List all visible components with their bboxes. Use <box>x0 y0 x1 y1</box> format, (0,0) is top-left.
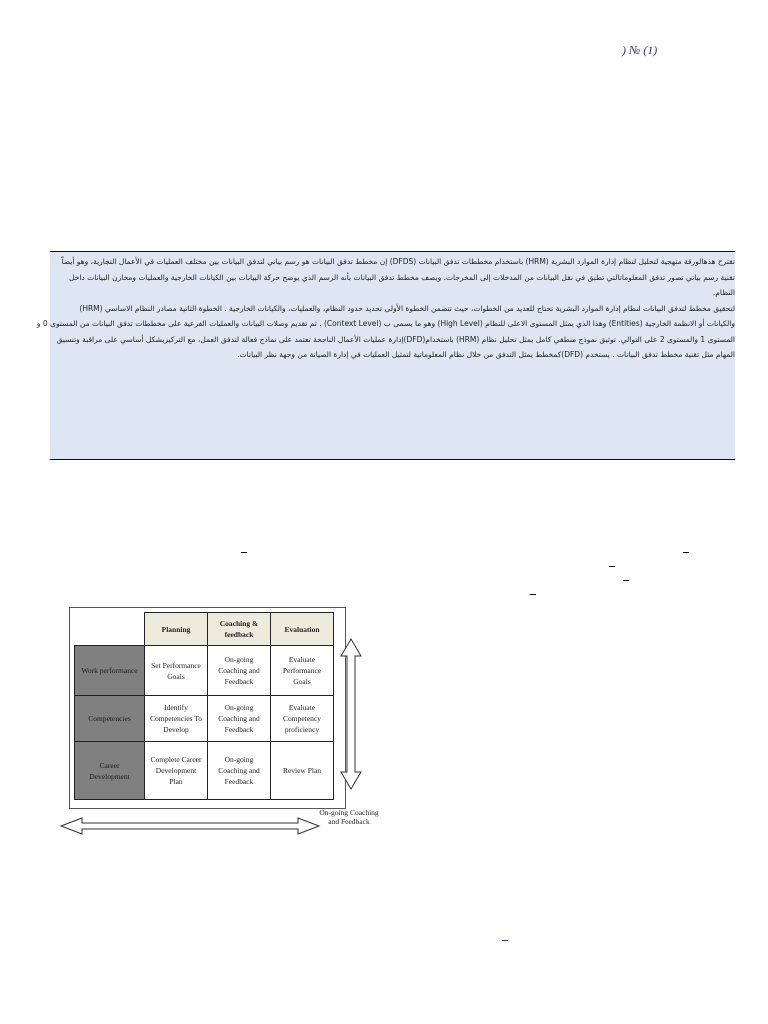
separator-dash <box>683 552 689 553</box>
abstract-line: لتحقيق مخطط لتدفق البيانات لنظام إدارة الموارد البشرية تحتاج للعديد من الخطوات، حيث تتضمن الخطوة الأولى تحديد حدود النظام، والعمليات، والكيانات الخارجية . الخطوة الثانية مصادر النظام الاساسي (HRM) <box>79 303 735 313</box>
performance-matrix-figure <box>69 607 346 809</box>
matrix-cell: Set Performance Goals <box>145 646 208 696</box>
matrix-corner <box>75 613 145 646</box>
matrix-cell: On-going Coaching and Feedback <box>208 696 271 742</box>
abstract-box <box>36 251 735 460</box>
matrix-cell: On-going Coaching and Feedback <box>208 742 271 800</box>
column-header-coaching: Coaching & feedback <box>208 613 271 646</box>
column-header-evaluation: Evaluation <box>271 613 334 646</box>
separator-dash <box>530 594 536 595</box>
row-header-work-performance: Work performance <box>75 646 145 696</box>
matrix-cell: Review Plan <box>271 742 334 800</box>
abstract-line: تقنية رسم بياني تصور تدفق المعلوماتالتي تطبق في نقل البيانات من المدخلات إلى المخرجات. ويصف مخطط تدفق البيانات بأنه الرسم الذي يوضح حركة البيانات بين الكيانات الخارجية والعمليات ومخازن البيانات داخل <box>69 272 735 282</box>
matrix-cell: Evaluate Competency proficiency <box>271 696 334 742</box>
matrix-cell: On-going Coaching and Feedback <box>208 646 271 696</box>
matrix-cell: Identify Competencies To Develop <box>145 696 208 742</box>
abstract-line: المهام مثل تقنية مخطط تدفق البيانات . يستخدم (DFD)كمخطط يمثل التدفق من خلال نظام المعلوماتية لتمثيل العمليات في إدارة الصيانة من وجهة نظر البيانات. <box>237 350 735 359</box>
separator-dash <box>502 940 508 941</box>
abstract-text <box>35 254 735 363</box>
issue-reference: ) № (1) <box>622 43 658 57</box>
abstract-line: المستوى 1 والمستوى 2 على التوالي. توثيق نموذج منطقي كامل يمثل تحليل نظام (HRM) باستخدام(DFD)إدارة عمليات الأعمال الناجحة تعتمد على نماذج فعالة لتدفق العمل، مع التركيزبشكل أساسي على مراقبة وتنسيق <box>56 334 735 344</box>
horizontal-double-arrow-icon <box>60 817 320 835</box>
vertical-double-arrow-icon <box>340 638 362 790</box>
abstract-line: تقترح هذهالورقة منهجية لتحليل لنظام إدارة الموارد البشرية (HRM) باستخدام مخططات تدفق البيانات (DFDS) إن مخطط تدفق البيانات هو رسم بياني لتدفق البيانات بين مختلف العمليات في الأعمال التجارية، وهو أيضاً <box>61 257 735 266</box>
axis-label-coaching: On-going Coaching and Feedback <box>319 808 379 826</box>
separator-dash <box>241 552 247 553</box>
separator-dash <box>609 566 615 567</box>
abstract-line: والكيانات أو الانظمة الخارجية (Entities) وهذا الذي يمثل المستوى الاعلى للنظام (High Level) وهو ما يسمى ب (Context Level) . ثم تقديم وصلات البيانات والعمليات الفرعية على مخططات تدفق البيانات من المستوى 0 و <box>36 319 735 328</box>
matrix-cell: Evaluate Performance Goals <box>271 646 334 696</box>
column-header-planning: Planning <box>145 613 208 646</box>
abstract-line: النظام. <box>712 288 735 297</box>
performance-matrix <box>74 612 334 800</box>
separator-dash <box>623 580 629 581</box>
row-header-career-development: Career Development <box>75 742 145 800</box>
row-header-competencies: Competencies <box>75 696 145 742</box>
matrix-cell: Complete Career Development Plan <box>145 742 208 800</box>
